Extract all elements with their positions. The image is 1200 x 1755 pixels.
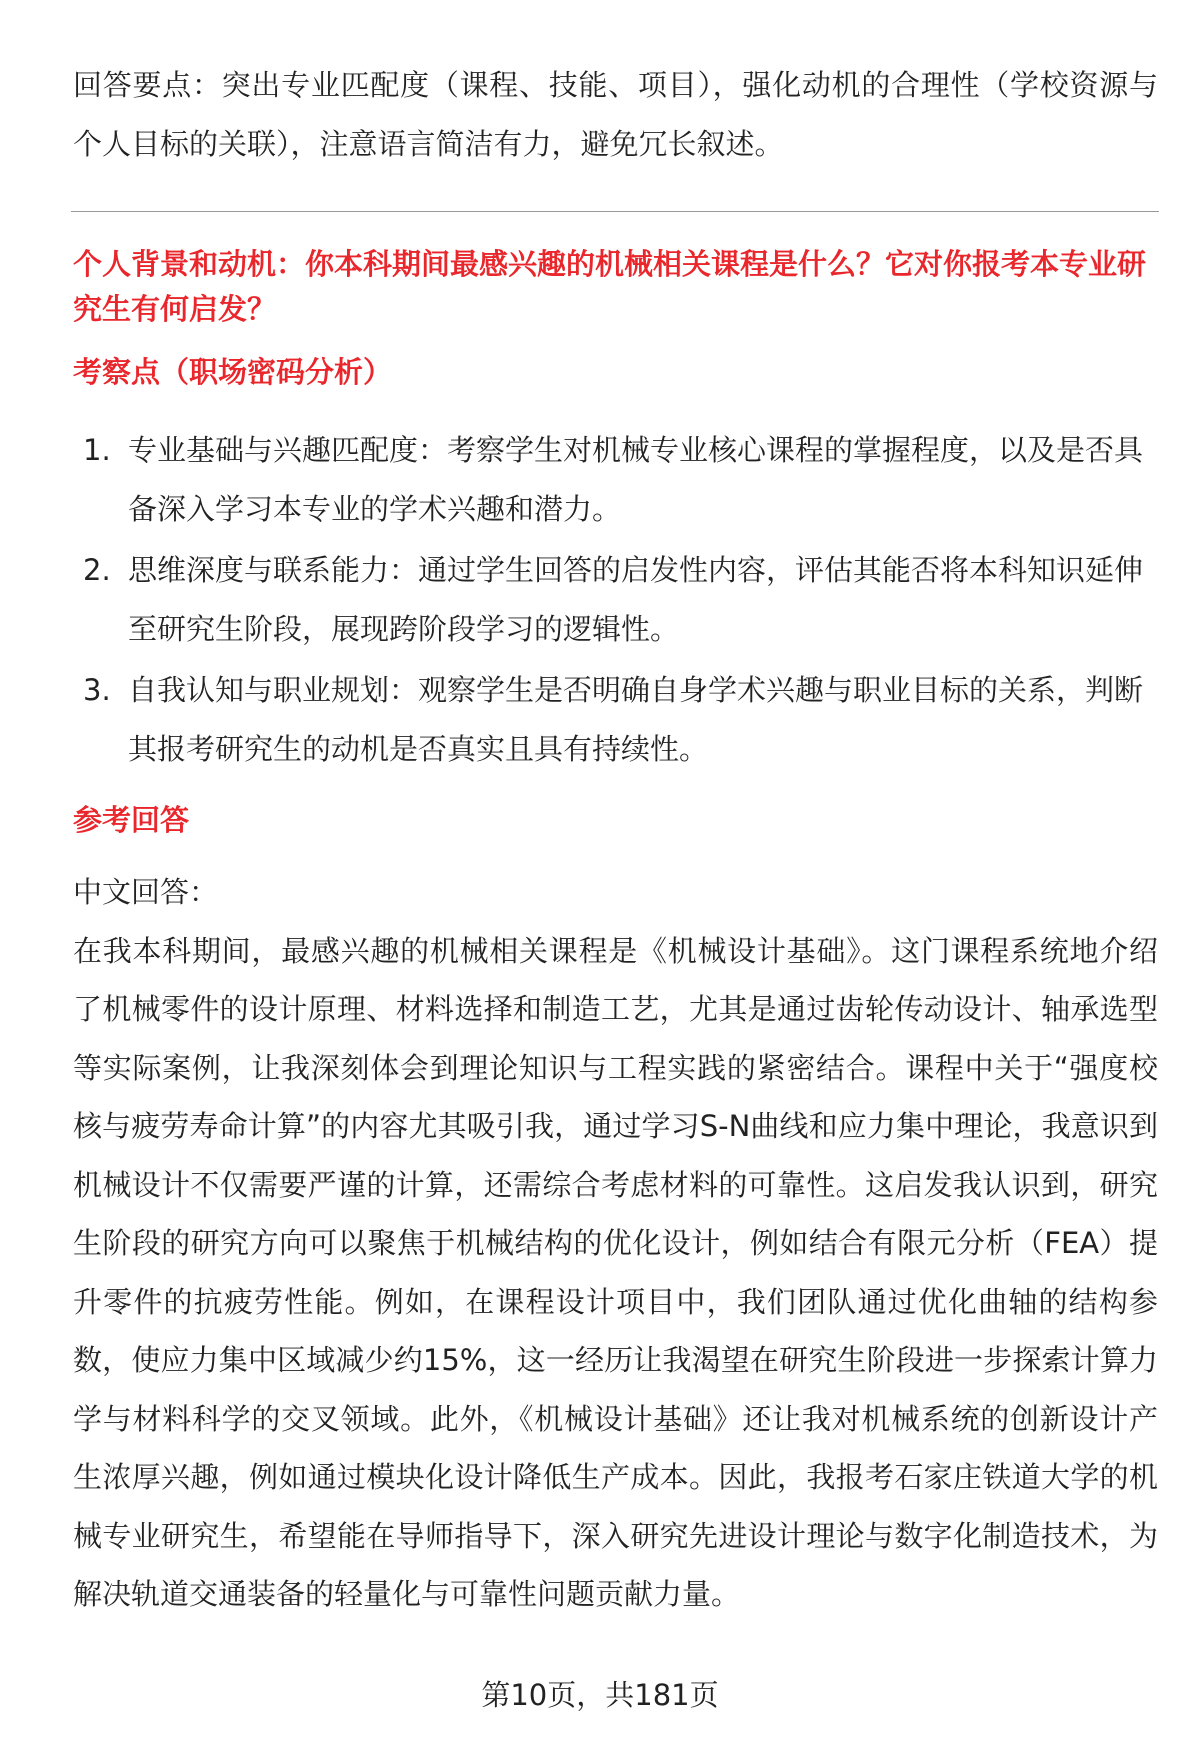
list-item-text: 专业基础与兴趣匹配度：考察学生对机械专业核心课程的掌握程度，以及是否具备深入学习本专业的学术兴趣和潜力。 — [128, 433, 1144, 526]
list-item-text: 自我认知与职业规划：观察学生是否明确自身学术兴趣与职业目标的关系，判断其报考研究生的动机是否真实且具有持续性。 — [128, 673, 1144, 766]
assessment-heading: 考察点（职场密码分析） — [73, 355, 393, 389]
list-item-number: 2. — [83, 553, 111, 587]
answer-key-points: 回答要点：突出专业匹配度（课程、技能、项目），强化动机的合理性（学校资源与个人目标的关联），注意语言简洁有力，避免冗长叙述。 — [73, 68, 1158, 161]
section-divider — [71, 211, 1159, 212]
page-number: 第10页，共181页 — [481, 1678, 719, 1712]
list-item-number: 3. — [83, 673, 111, 707]
list-item — [73, 661, 1158, 778]
list-item-number: 1. — [83, 433, 111, 467]
reference-answer-heading: 参考回答 — [73, 803, 190, 837]
document-page — [73, 56, 1158, 1624]
interview-question: 个人背景和动机：你本科期间最感兴趣的机械相关课程是什么？它对你报考本专业研究生有何启发？ — [73, 247, 1147, 326]
reference-answer-body: 在我本科期间，最感兴趣的机械相关课程是《机械设计基础》。这门课程系统地介绍了机械零件的设计原理、材料选择和制造工艺，尤其是通过齿轮传动设计、轴承选型等实际案例，让我深刻体会到理论知识与工程实践的紧密结合。课程中关于“强度校核与疲劳寿命计算”的内容尤其吸引我，通过学习S-N曲线和应力集中理论，我意识到机械设计不仅需要严谨的计算，还需综合考虑材料的可靠性。这启发我认识到，研究生阶段的研究方向可以聚焦于机械结构的优化设计，例如结合有限元分析（FEA）提升零件的抗疲劳性能。例如，在课程设计项目中，我们团队通过优化曲轴的结构参数，使应力集中区域减少约15%，这一经历让我渴望在研究生阶段进一步探索计算力学与材料科学的交叉领域。此外，《机械设计基础》还让我对机械系统的创新设计产生浓厚兴趣，例如通过模块化设计降低生产成本。因此，我报考石家庄铁道大学的机械专业研究生，希望能在导师指导下，深入研究先进设计理论与数字化制造技术，为解决轨道交通装备的轻量化与可靠性问题贡献力量。 — [73, 933, 1158, 1611]
assessment-list — [73, 421, 1158, 778]
list-item-text: 思维深度与联系能力：通过学生回答的启发性内容，评估其能否将本科知识延伸至研究生阶段，展现跨阶段学习的逻辑性。 — [128, 553, 1144, 646]
list-item — [73, 541, 1158, 658]
list-item — [73, 421, 1158, 538]
answer-language-label: 中文回答： — [73, 875, 219, 909]
